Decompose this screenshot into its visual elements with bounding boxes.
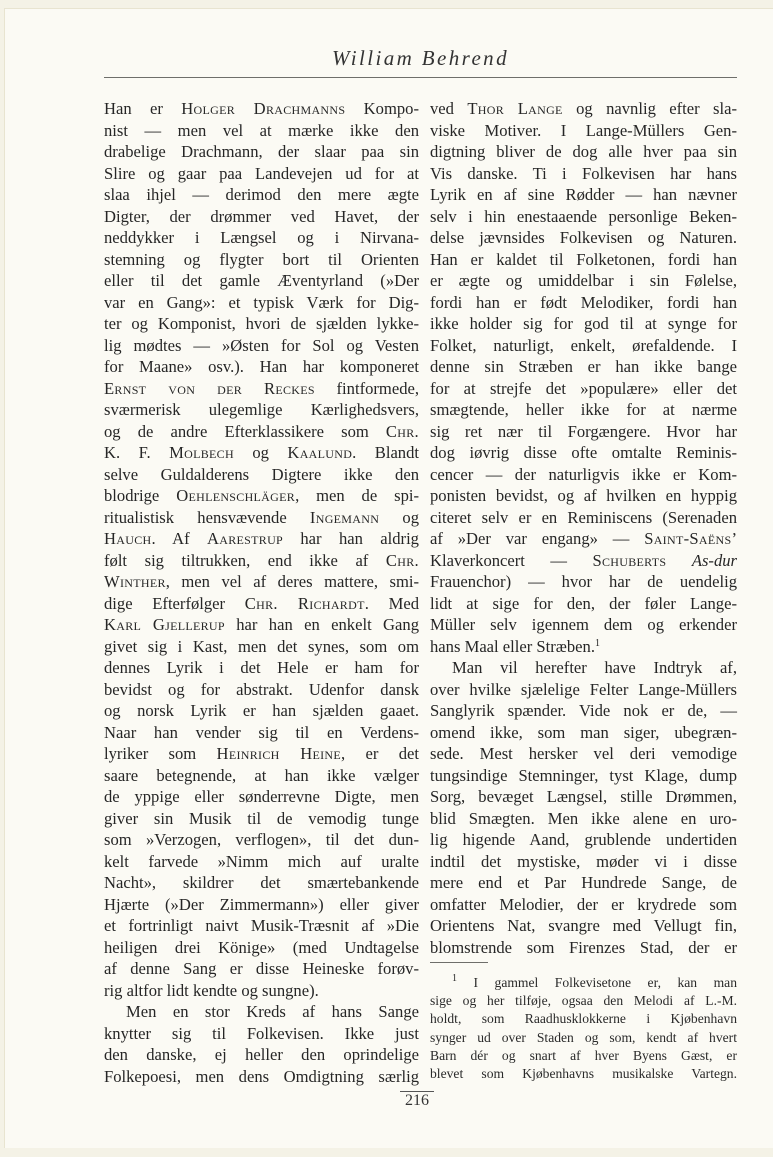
text-run: synger ud over Staden og som, kendt af hvert xyxy=(430,1029,737,1045)
text-line xyxy=(430,442,737,464)
text-run: Nacht», skildrer det smærtebankende xyxy=(104,873,419,892)
text-line xyxy=(430,872,737,894)
text-line xyxy=(430,915,737,937)
text-run: kelt farvede »Nimm mich auf uralte xyxy=(104,851,419,871)
text-line xyxy=(430,614,737,636)
text-run: lidt at sige for den, der føler Lange- xyxy=(430,593,737,613)
text-run: givet sig i Kast, men det synes, som om xyxy=(104,636,419,656)
text-line xyxy=(430,636,737,658)
text-run: dige Efterfølger xyxy=(104,593,245,613)
text-run: var en Gang»: et typisk Værk for Dig- xyxy=(104,292,419,312)
small-caps-name: Winther xyxy=(104,572,166,591)
text-line xyxy=(104,399,419,421)
text-run: blevet som Kjøbenhavns musikalske Vartegn. xyxy=(430,1065,737,1081)
text-line xyxy=(430,163,737,185)
text-line xyxy=(430,98,737,120)
text-run: ritualistisk hensvævende xyxy=(104,507,310,527)
italic-text: As-dur xyxy=(691,550,737,570)
text-run: slaa ihjel — derimod den mere ægte xyxy=(104,185,419,204)
text-line xyxy=(430,1029,737,1047)
text-line xyxy=(430,528,737,550)
text-line xyxy=(430,550,737,572)
small-caps-name: Karl Gjellerup xyxy=(104,615,225,634)
small-caps-name: Hauch xyxy=(104,529,152,548)
text-line xyxy=(104,184,419,206)
text-run: hans Maal eller Stræben. xyxy=(430,636,595,656)
text-line xyxy=(104,700,419,722)
text-run: Folkepoesi, men dens Omdigtning særlig xyxy=(104,1066,419,1086)
text-line xyxy=(430,399,737,421)
left-column xyxy=(104,98,419,1087)
text-line xyxy=(430,657,737,679)
text-line xyxy=(104,141,419,163)
small-caps-name: Ernst von der Reckes xyxy=(104,378,315,398)
small-caps-name: Chr. xyxy=(385,421,419,441)
text-line xyxy=(430,378,737,400)
text-line xyxy=(104,550,419,572)
text-run: og norsk Lyrik er han sjælden gaaet. xyxy=(104,701,419,720)
text-line xyxy=(104,292,419,314)
right-column xyxy=(430,98,737,958)
text-run: ikke holder sig for god til at synge for xyxy=(430,314,737,333)
text-run: Vis danske. Ti i Folkevisen har hans xyxy=(430,163,737,183)
text-line xyxy=(430,335,737,357)
text-run: holdt, som Raadhusklokkerne i Kjøbenhavn xyxy=(430,1011,737,1027)
text-line xyxy=(430,894,737,916)
text-line xyxy=(430,421,737,443)
text-run: nist — men vel at mærke ikke den xyxy=(104,120,419,140)
text-run: og xyxy=(233,443,288,462)
text-line xyxy=(104,163,419,185)
text-run: saare betegnende, at han ikke vælger xyxy=(104,765,419,785)
text-run: I gammel Folkevisetone er, kan man xyxy=(457,975,737,990)
text-line xyxy=(430,829,737,851)
text-run: Klaverkoncert — xyxy=(430,550,593,570)
text-line xyxy=(104,356,419,378)
text-line xyxy=(430,120,737,142)
text-run: heiligen drei Könige» (med Undtagelse xyxy=(104,937,419,957)
text-run: Digter, der drømmer ved Havet, der xyxy=(104,206,419,226)
text-line xyxy=(104,657,419,679)
text-run: drabelige Drachmann, der slaar paa sin xyxy=(104,142,419,161)
text-line xyxy=(430,1065,737,1083)
header-rule xyxy=(104,77,737,78)
text-run: cencer — der naturligvis ikke er Kom- xyxy=(430,464,737,484)
text-line xyxy=(430,765,737,787)
text-run: Han er xyxy=(104,99,182,118)
text-run: omend ikke, som man siger, ubegræn- xyxy=(430,722,737,742)
text-line xyxy=(430,593,737,615)
text-run: Kompo- xyxy=(345,99,419,118)
text-run: smægtende, heller ikke for at nærme xyxy=(430,400,737,419)
text-line xyxy=(104,120,419,142)
text-line xyxy=(430,992,737,1010)
book-page xyxy=(4,8,773,1148)
text-run: sig ret nær til Forgængere. Hvor har xyxy=(430,421,737,441)
text-line xyxy=(104,614,419,636)
footnote-marker: 1 xyxy=(594,637,600,649)
text-run: Man vil herefter have Indtryk af, xyxy=(452,658,737,677)
text-line xyxy=(430,292,737,314)
text-line xyxy=(104,485,419,507)
text-line xyxy=(430,722,737,744)
small-caps-name: Molbech xyxy=(169,443,234,462)
text-run: af denne Sang er disse Heineske forøv- xyxy=(104,959,419,978)
text-line xyxy=(104,958,419,980)
text-run: den danske, ej heller den oprindelige xyxy=(104,1045,419,1064)
text-line xyxy=(430,808,737,830)
text-run: Men en stor Kreds af hans Sange xyxy=(126,1002,419,1021)
text-run: , er det xyxy=(341,744,419,763)
text-line xyxy=(430,270,737,292)
text-run: giver sin Musik til de vemodig tunge xyxy=(104,808,419,828)
small-caps-name: Chr. Richardt xyxy=(244,593,365,613)
text-run: blomstrende som Firenzes Stad, der er xyxy=(430,937,737,957)
text-line xyxy=(104,1001,419,1023)
text-line xyxy=(104,915,419,937)
small-caps-name: Ingemann xyxy=(309,507,380,527)
text-run: ved xyxy=(430,99,468,118)
text-run: har han aldrig xyxy=(283,529,419,548)
text-run: for at strejfe det »populære» eller det xyxy=(430,378,737,398)
text-line xyxy=(104,227,419,249)
text-line xyxy=(104,636,419,658)
text-run: Barn dér og snart af hver Byens Gæst, er xyxy=(430,1047,737,1063)
text-line xyxy=(104,206,419,228)
text-run: som »Verzogen, verflogen», til det dun- xyxy=(104,830,419,849)
text-run: og navnlig efter sla- xyxy=(562,99,738,118)
text-line xyxy=(104,507,419,529)
text-run: bevidst og for abstrakt. Udenfor dansk xyxy=(104,679,419,699)
text-line xyxy=(430,485,737,507)
text-line xyxy=(104,937,419,959)
text-run: viske Motiver. I Lange-Müllers Gen- xyxy=(430,120,737,140)
text-run: lig higende Aand, grublende undertiden xyxy=(430,830,737,849)
text-run: . Med xyxy=(364,593,419,613)
text-line xyxy=(430,1047,737,1065)
footnote-rule xyxy=(430,962,488,963)
running-head: William Behrend xyxy=(332,46,509,70)
text-run: delse jævnsides Folkevisen og Naturen. xyxy=(430,228,737,247)
small-caps-name: Holger Drachmanns xyxy=(181,99,346,118)
text-run: Sorg, bevæget Længsel, stille Drømmen, xyxy=(430,787,737,806)
text-line xyxy=(104,743,419,765)
text-line xyxy=(104,313,419,335)
text-line xyxy=(104,829,419,851)
text-run: over hvilke sjælelige Felter Lange-Müllers xyxy=(430,679,737,699)
text-line xyxy=(104,464,419,486)
text-line xyxy=(104,872,419,894)
small-caps-name: Aarestrup xyxy=(206,529,284,548)
text-run: tungsindige Stemninger, tyst Klage, dump xyxy=(430,765,737,785)
text-run: dog iøvrig disse ofte omtalte Reminis- xyxy=(430,443,737,462)
text-run: Hjærte (»Der Zimmermann») eller giver xyxy=(104,894,419,914)
small-caps-name: Kaalund xyxy=(287,443,353,462)
text-line xyxy=(430,184,737,206)
text-run: eller til det gamle Æventyrland (»Der xyxy=(104,271,419,290)
text-line xyxy=(430,743,737,765)
text-line xyxy=(104,98,419,120)
text-run: stemning og flygter bort til Orienten xyxy=(104,249,419,269)
small-caps-name: Heinrich Heine xyxy=(216,744,342,763)
text-line xyxy=(430,1010,737,1028)
text-run: Lyrik en af sine Rødder — han nævner xyxy=(430,185,737,204)
text-line xyxy=(104,722,419,744)
text-run: af »Der var engang» — xyxy=(430,529,645,548)
text-line xyxy=(430,974,737,992)
text-run: denne sin Stræben er han ikke bange xyxy=(430,357,737,376)
text-line xyxy=(104,1023,419,1045)
text-run: et fortrinligt naivt Musik-Træsnit af »Die xyxy=(104,916,419,935)
text-run: lyriker som xyxy=(104,744,217,763)
small-caps-name: Chr. xyxy=(385,550,419,570)
text-run: rig altfor lidt kendte og sungne). xyxy=(104,980,319,1000)
text-run: K. F. xyxy=(104,443,170,462)
text-run: neddykker i Længsel og i Nirvana- xyxy=(104,228,419,247)
text-line xyxy=(430,356,737,378)
text-run: sværmerisk ulegemlige Kærlighedsvers, xyxy=(104,400,419,419)
text-line xyxy=(430,571,737,593)
text-line xyxy=(430,227,737,249)
text-line xyxy=(430,679,737,701)
page-number: 216 xyxy=(405,1092,429,1109)
text-line xyxy=(104,270,419,292)
text-run: og xyxy=(379,507,420,527)
text-run: fordi han er født Melodiker, fordi han xyxy=(430,292,737,312)
text-run: blid Smægten. Men ikke alene en uro- xyxy=(430,808,737,828)
small-caps-name: Thor Lange xyxy=(467,99,563,118)
text-run: . Blandt xyxy=(352,443,420,462)
footnote-marker: 1 xyxy=(452,973,457,984)
text-run: citeret selv er en Reminiscens (Serenaden xyxy=(430,507,737,527)
text-run: sede. Mest hersker vel deri vemodige xyxy=(430,744,737,763)
text-line xyxy=(430,141,737,163)
text-run: ponisten bevidst, og af hvilken en hyppig xyxy=(430,486,737,505)
text-run: dennes Lyrik i det Hele er ham for xyxy=(104,658,419,677)
text-run: Frauenchor) — hvor har de uendelig xyxy=(430,572,737,591)
text-line xyxy=(104,378,419,400)
text-run: og de andre Efterklassikere som xyxy=(104,421,386,441)
text-run: . Af xyxy=(151,529,207,548)
text-line xyxy=(430,851,737,873)
text-line xyxy=(430,249,737,271)
text-run: fintformede, xyxy=(314,378,420,398)
text-run: for Maane» osv.). Han har komponeret xyxy=(104,357,419,376)
text-line xyxy=(430,700,737,722)
text-run xyxy=(666,551,691,570)
text-line xyxy=(430,937,737,959)
text-run: er ægte og umiddelbar i sin Følelse, xyxy=(430,271,737,290)
small-caps-name: Oehlenschläger xyxy=(176,486,296,505)
text-run: følt sig tiltrukken, end ikke af xyxy=(104,550,386,570)
text-line xyxy=(104,679,419,701)
text-run: Naar han vender sig til en Verdens- xyxy=(104,722,419,742)
text-run: , men vel af deres mattere, smi- xyxy=(165,572,419,591)
text-run: Folket, naturligt, enkelt, ørefaldende. I xyxy=(430,335,737,355)
text-run: selv i hin enestaaende personlige Beken- xyxy=(430,206,737,226)
text-run: de yppige eller sønderrevne Digte, men xyxy=(104,787,419,806)
text-line xyxy=(104,894,419,916)
small-caps-name: Schuberts xyxy=(592,550,667,570)
footnote xyxy=(430,974,737,1083)
text-run: sige og her tilføje, ogsaa den Melodi af L.-M. xyxy=(430,993,737,1009)
text-run: digtning bliver de dog alle hver paa sin xyxy=(430,142,737,161)
text-line xyxy=(104,593,419,615)
text-line xyxy=(430,313,737,335)
text-run: har han en enkelt Gang xyxy=(224,615,419,634)
text-line xyxy=(104,808,419,830)
text-line xyxy=(104,249,419,271)
text-run: , men de spi- xyxy=(295,486,420,505)
text-run: mere end et Par Hundrede Sange, de xyxy=(430,873,737,892)
text-line xyxy=(104,528,419,550)
text-run: blodrige xyxy=(104,486,177,505)
text-run: ter og Komponist, hvori de sjælden lykke- xyxy=(104,314,419,333)
text-run: Slire og gaar paa Landevejen ud for at xyxy=(104,163,419,183)
text-run: Orientens Nat, svangre med Vellugt fin, xyxy=(430,916,737,935)
text-line xyxy=(104,1066,419,1088)
text-run: ’ xyxy=(731,529,737,548)
small-caps-name: Saint-Saëns xyxy=(644,529,732,548)
text-run: selve Guldalderens Digtere ikke den xyxy=(104,464,419,484)
text-run: knytter sig til Folkevisen. Ikke just xyxy=(104,1023,419,1043)
text-line xyxy=(104,421,419,443)
text-run: indtil det mystiske, møder vi i disse xyxy=(430,851,737,871)
text-line xyxy=(104,980,419,1002)
text-line xyxy=(104,765,419,787)
text-line xyxy=(430,464,737,486)
text-line xyxy=(104,335,419,357)
text-run: lig mødtes — »Østen for Sol og Vesten xyxy=(104,335,419,355)
text-line xyxy=(104,786,419,808)
text-run: Han er kaldet til Folketonen, fordi han xyxy=(430,249,737,269)
text-line xyxy=(104,442,419,464)
text-run: omfatter Melodier, der er krydrede som xyxy=(430,894,737,914)
text-line xyxy=(430,206,737,228)
text-line xyxy=(430,507,737,529)
text-line xyxy=(430,786,737,808)
text-line xyxy=(104,1044,419,1066)
text-line xyxy=(104,571,419,593)
text-run: Sanglyrik spænder. Vide nok er de, — xyxy=(430,701,737,720)
text-run: Müller selv igennem dem og erkender xyxy=(430,615,737,634)
text-line xyxy=(104,851,419,873)
